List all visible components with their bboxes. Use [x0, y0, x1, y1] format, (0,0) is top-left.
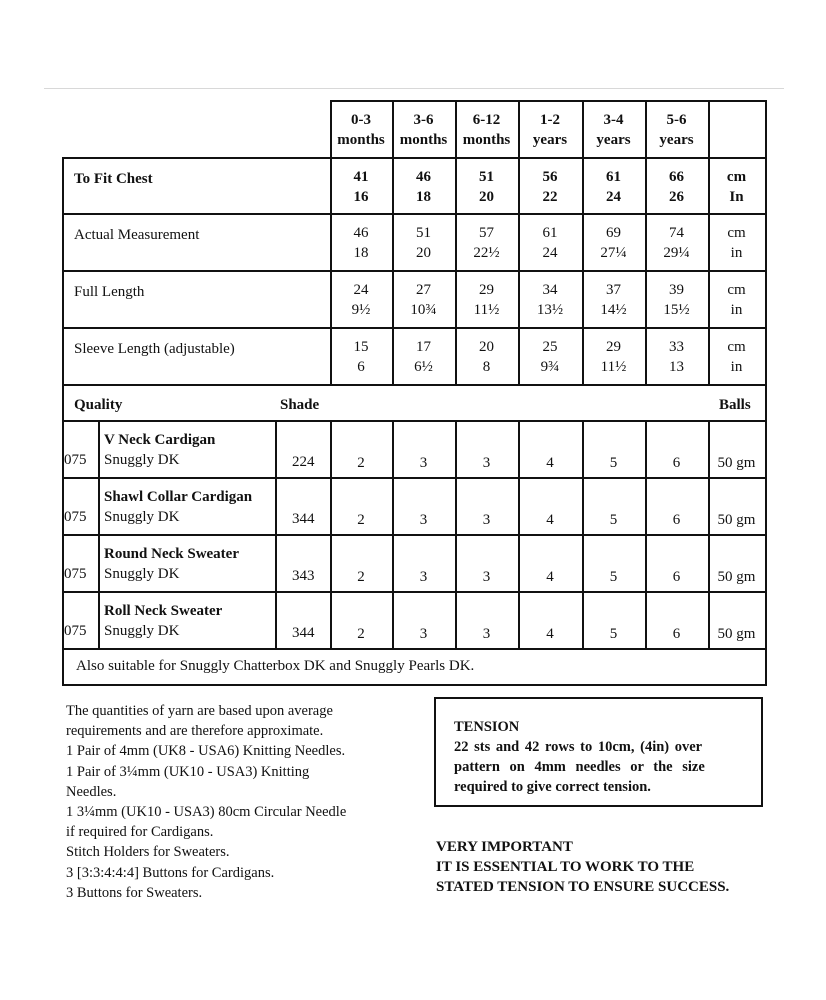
measurement-value-line-1: 17 — [416, 339, 431, 355]
tension-title: TENSION — [454, 719, 520, 735]
balls-count — [392, 507, 455, 533]
measurement-value-line-2: 11½ — [473, 302, 500, 318]
v-rule — [645, 100, 647, 384]
measurement-unit-line-2: in — [730, 359, 743, 375]
v-rule — [98, 420, 100, 648]
balls-count-line-1: 3 — [419, 455, 428, 471]
materials-line: 3 [3:3:4:4:4] Buttons for Cardigans. — [66, 864, 275, 881]
size-header-2-line-1: 3-6 — [413, 112, 434, 128]
balls-count-line-1: 3 — [419, 626, 428, 642]
balls-unit — [708, 564, 765, 590]
balls-count — [330, 450, 392, 476]
balls-count-line-1: 4 — [546, 626, 554, 642]
h-rule — [330, 100, 765, 102]
yarn-name: Snuggly DK — [104, 509, 180, 525]
measurement-value — [582, 335, 645, 379]
balls-count-line-1: 5 — [609, 569, 618, 585]
measurement-value-line-2: 22 — [542, 189, 558, 205]
measurement-value — [518, 165, 582, 209]
measurement-value-line-2: 11½ — [600, 359, 627, 375]
tension-line-2: pattern on 4mm needles or the size — [454, 759, 705, 775]
measurement-value — [330, 165, 392, 209]
size-header-5 — [582, 104, 645, 156]
measurement-value — [330, 221, 392, 265]
size-header-4-line-2: years — [532, 132, 568, 148]
v-rule — [330, 100, 332, 384]
h-rule — [62, 327, 765, 329]
balls-count — [645, 507, 708, 533]
measurement-value — [645, 221, 708, 265]
h-rule — [62, 591, 765, 593]
measurement-value — [392, 221, 455, 265]
balls-count — [645, 564, 708, 590]
measurement-value-line-1: 66 — [669, 169, 684, 185]
measurement-value — [582, 221, 645, 265]
size-header-6 — [645, 104, 708, 156]
balls-count-line-1: 5 — [609, 626, 618, 642]
measurement-unit-line-1: cm — [727, 339, 746, 355]
measurement-value-line-1: 24 — [353, 282, 369, 298]
v-rule — [455, 420, 457, 648]
measurement-value-line-2: 18 — [416, 189, 431, 205]
v-rule — [582, 420, 584, 648]
measurement-value-line-1: 29 — [479, 282, 494, 298]
balls-count — [518, 564, 582, 590]
measurement-unit — [708, 278, 765, 322]
v-rule — [392, 420, 394, 648]
size-header-5-line-1: 3-4 — [603, 112, 624, 128]
measurement-value-line-1: 61 — [606, 169, 621, 185]
measurement-value — [392, 278, 455, 322]
balls-count-line-1: 5 — [609, 512, 618, 528]
v-rule — [330, 420, 332, 648]
balls-count-line-1: 3 — [419, 569, 428, 585]
measurement-value-line-1: 69 — [606, 225, 621, 241]
measurement-value-line-2: 15½ — [663, 302, 690, 318]
balls-unit — [708, 507, 765, 533]
h-rule — [62, 270, 765, 272]
measurement-value-line-1: 29 — [606, 339, 621, 355]
measurement-value-line-1: 25 — [542, 339, 558, 355]
balls-unit-line-1: 50 gm — [717, 512, 756, 528]
materials-line: if required for Cardigans. — [66, 824, 214, 841]
balls-count — [455, 564, 518, 590]
important-line-2: STATED TENSION TO ENSURE SUCCESS. — [436, 879, 730, 895]
balls-count — [518, 450, 582, 476]
shade-number: 343 — [292, 568, 315, 584]
materials-line: 1 3¼mm (UK10 - USA3) 80cm Circular Needle — [66, 804, 347, 820]
measurement-value-line-2: 27¼ — [600, 245, 627, 261]
balls-count-line-1: 3 — [482, 512, 491, 528]
measurement-value — [518, 335, 582, 379]
materials-line: The quantities of yarn are based upon average — [66, 703, 333, 719]
v-rule — [582, 100, 584, 384]
size-header-3-line-1: 6-12 — [472, 112, 501, 128]
balls-count-line-1: 2 — [357, 455, 365, 471]
balls-count — [455, 621, 518, 647]
garment-name: Shawl Collar Cardigan — [104, 489, 253, 505]
quality-code: 075 — [64, 623, 87, 639]
balls-count-line-1: 5 — [609, 455, 618, 471]
size-header-6-line-2: years — [659, 132, 694, 148]
measurement-value — [330, 335, 392, 379]
measurement-value-line-1: 74 — [669, 225, 684, 241]
balls-unit — [708, 450, 765, 476]
balls-count — [645, 621, 708, 647]
important-title: VERY IMPORTANT — [436, 839, 573, 855]
size-header-4 — [518, 104, 582, 156]
measurement-value-line-1: 56 — [542, 169, 558, 185]
measurement-value-line-1: 41 — [353, 169, 369, 185]
v-rule — [765, 100, 767, 686]
balls-count-line-1: 2 — [357, 626, 365, 642]
balls-count-line-1: 6 — [672, 569, 681, 585]
measurement-value-line-1: 57 — [479, 225, 494, 241]
measurement-value-line-1: 61 — [542, 225, 558, 241]
measurement-value-line-1: 20 — [479, 339, 494, 355]
measurement-value — [455, 335, 518, 379]
measurement-value-line-1: 34 — [542, 282, 558, 298]
measurement-value — [582, 278, 645, 322]
measurement-value-line-1: 46 — [353, 225, 369, 241]
size-header-4-line-1: 1-2 — [540, 112, 560, 128]
measurement-value — [645, 335, 708, 379]
measurement-value — [582, 165, 645, 209]
shade-number: 344 — [292, 511, 315, 527]
measurement-value — [518, 221, 582, 265]
garment-name: Roll Neck Sweater — [104, 603, 223, 619]
tension-line-3: required to give correct tension. — [454, 779, 651, 795]
h-rule — [62, 157, 765, 159]
balls-count — [518, 507, 582, 533]
size-header-3-line-2: months — [462, 132, 511, 148]
materials-line: Stitch Holders for Sweaters. — [66, 844, 230, 861]
measurement-unit-line-1: cm — [726, 169, 747, 185]
v-rule — [518, 100, 520, 384]
measurement-unit-line-2: In — [729, 189, 744, 205]
materials-line: Needles. — [66, 783, 117, 800]
yarn-name: Snuggly DK — [104, 623, 180, 639]
yarn-name: Snuggly DK — [104, 566, 180, 582]
h-rule — [62, 477, 765, 479]
balls-count — [392, 450, 455, 476]
size-header-1-line-1: 0-3 — [351, 112, 371, 128]
size-header-1-line-2: months — [337, 132, 385, 148]
measurement-unit-line-2: in — [730, 302, 743, 318]
materials-line: 1 Pair of 4mm (UK8 - USA6) Knitting Needles. — [66, 743, 346, 760]
shade-number: 224 — [292, 454, 315, 470]
size-header-1 — [330, 104, 392, 156]
measurement-unit — [708, 165, 765, 209]
balls-count — [392, 564, 455, 590]
measurement-value-line-1: 51 — [479, 169, 494, 185]
measurement-value-line-2: 13½ — [536, 302, 564, 318]
measurement-value-line-1: 15 — [353, 339, 369, 355]
h-rule — [62, 534, 765, 536]
measurement-value-line-2: 22½ — [473, 245, 500, 261]
measurement-value — [518, 278, 582, 322]
measurement-value-line-1: 46 — [416, 169, 431, 185]
v-rule — [645, 420, 647, 648]
top-divider — [44, 88, 784, 89]
measurement-value-line-2: 9½ — [351, 302, 371, 318]
h-rule — [62, 420, 765, 422]
measurement-label-2: Actual Measurement — [74, 227, 200, 243]
measurement-value — [455, 278, 518, 322]
size-header-3 — [455, 104, 518, 156]
balls-count — [392, 621, 455, 647]
measurement-value — [455, 165, 518, 209]
v-rule — [62, 157, 64, 686]
measurement-value-line-2: 13 — [669, 359, 684, 375]
balls-count-line-1: 3 — [482, 569, 491, 585]
size-header-2 — [392, 104, 455, 156]
balls-count-line-1: 4 — [546, 455, 554, 471]
important-line-1: IT IS ESSENTIAL TO WORK TO THE — [436, 859, 695, 875]
balls-count — [582, 450, 645, 476]
size-header-2-line-2: months — [399, 132, 448, 148]
tension-line-1: 22 sts and 42 rows to 10cm, (4in) over — [454, 739, 703, 755]
measurement-value-line-1: 33 — [669, 339, 684, 355]
measurement-value — [330, 278, 392, 322]
quality-header: Quality — [74, 397, 123, 413]
balls-count — [645, 450, 708, 476]
measurement-value-line-2: 18 — [353, 245, 369, 261]
measurement-value-line-2: 8 — [482, 359, 491, 375]
quality-code: 075 — [64, 509, 87, 525]
garment-name: Round Neck Sweater — [104, 546, 239, 562]
balls-count — [582, 621, 645, 647]
balls-unit-line-1: 50 gm — [717, 455, 756, 471]
balls-count — [330, 621, 392, 647]
balls-count-line-1: 3 — [482, 626, 491, 642]
measurement-value — [645, 278, 708, 322]
measurement-value-line-2: 24 — [542, 245, 558, 261]
balls-header: Balls — [719, 397, 751, 413]
measurement-value — [392, 335, 455, 379]
balls-count-line-1: 4 — [546, 569, 554, 585]
h-rule — [62, 648, 765, 650]
shade-number: 344 — [292, 625, 315, 641]
h-rule — [62, 684, 765, 686]
yarn-name: Snuggly DK — [104, 452, 180, 468]
materials-line: 1 Pair of 3¼mm (UK10 - USA3) Knitting — [66, 763, 310, 780]
balls-count-line-1: 2 — [357, 512, 365, 528]
measurement-value-line-2: 20 — [479, 189, 494, 205]
balls-count-line-1: 6 — [672, 455, 681, 471]
measurement-value-line-1: 39 — [669, 282, 684, 298]
h-rule — [62, 213, 765, 215]
measurement-value-line-2: 6½ — [414, 359, 433, 375]
garment-name: V Neck Cardigan — [104, 432, 216, 448]
measurement-value — [645, 165, 708, 209]
measurement-value-line-1: 27 — [416, 282, 431, 298]
balls-count — [455, 450, 518, 476]
measurement-value-line-1: 37 — [606, 282, 621, 298]
measurement-unit-line-2: in — [730, 245, 743, 261]
v-rule — [275, 420, 277, 648]
balls-count — [582, 564, 645, 590]
balls-count-line-1: 4 — [546, 512, 554, 528]
measurement-value-line-2: 26 — [669, 189, 684, 205]
materials-line: requirements and are therefore approximate. — [66, 723, 324, 740]
measurement-value-line-2: 24 — [606, 189, 621, 205]
shade-header: Shade — [280, 397, 320, 413]
measurement-label-4: Sleeve Length (adjustable) — [74, 341, 235, 357]
balls-unit-line-1: 50 gm — [717, 569, 756, 585]
measurement-value-line-2: 20 — [416, 245, 431, 261]
measurement-value — [392, 165, 455, 209]
balls-count — [455, 507, 518, 533]
balls-count-line-1: 3 — [419, 512, 428, 528]
measurement-unit — [708, 335, 765, 379]
materials-line: 3 Buttons for Sweaters. — [66, 884, 203, 901]
v-rule — [518, 420, 520, 648]
measurement-label-3: Full Length — [74, 284, 145, 300]
footnote: Also suitable for Snuggly Chatterbox DK and Snuggly Pearls DK. — [76, 658, 475, 674]
balls-count-line-1: 6 — [672, 626, 681, 642]
measurement-label-1: To Fit Chest — [74, 171, 153, 187]
v-rule — [455, 100, 457, 384]
balls-count — [330, 507, 392, 533]
size-header-5-line-2: years — [596, 132, 631, 148]
balls-unit — [708, 621, 765, 647]
size-header-6-line-1: 5-6 — [666, 112, 687, 128]
measurement-value-line-2: 9¾ — [540, 359, 560, 375]
measurement-unit-line-1: cm — [727, 282, 746, 298]
balls-unit-line-1: 50 gm — [717, 626, 756, 642]
balls-count — [330, 564, 392, 590]
v-rule — [392, 100, 394, 384]
quality-code: 075 — [64, 566, 87, 582]
h-rule — [62, 384, 765, 386]
measurement-value-line-2: 16 — [353, 189, 369, 205]
v-rule — [708, 100, 710, 384]
v-rule — [708, 420, 710, 648]
measurement-value-line-2: 14½ — [600, 302, 627, 318]
measurement-value — [455, 221, 518, 265]
measurement-value-line-2: 6 — [357, 359, 365, 375]
measurement-value-line-2: 10¾ — [410, 302, 437, 318]
measurement-unit-line-1: cm — [727, 225, 746, 241]
measurement-value-line-1: 51 — [416, 225, 431, 241]
balls-count-line-1: 2 — [357, 569, 365, 585]
balls-count — [518, 621, 582, 647]
measurement-value-line-2: 29¼ — [663, 245, 690, 261]
quality-code: 075 — [64, 452, 87, 468]
measurement-unit — [708, 221, 765, 265]
balls-count-line-1: 6 — [672, 512, 681, 528]
balls-count-line-1: 3 — [482, 455, 491, 471]
balls-count — [582, 507, 645, 533]
